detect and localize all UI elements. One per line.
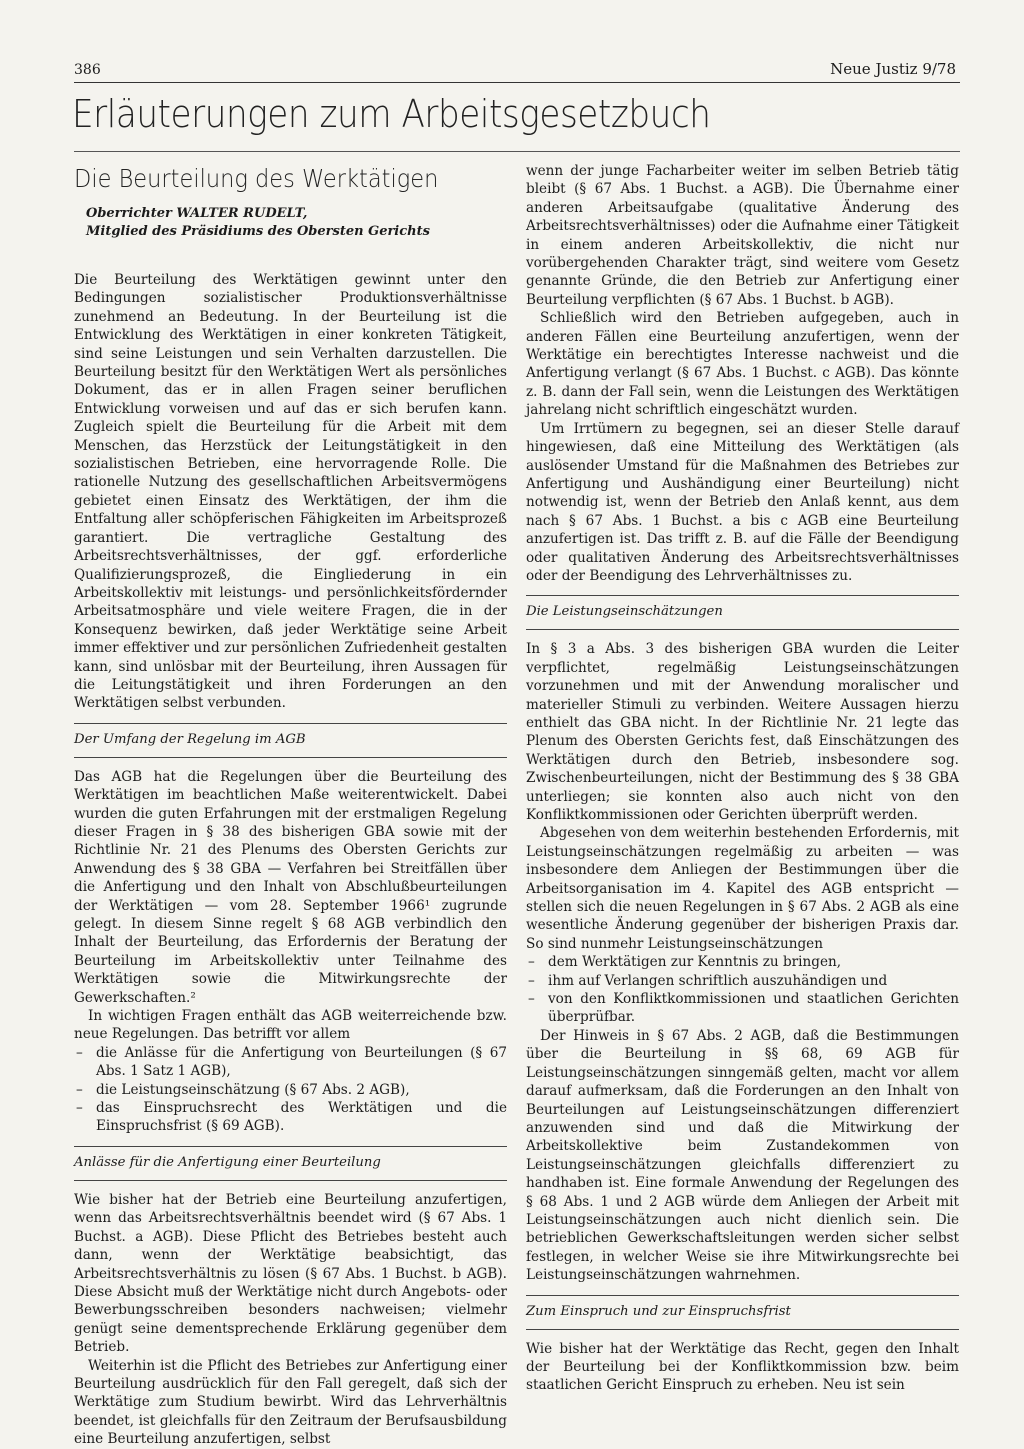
- header-rule: [74, 82, 960, 83]
- page-number: 386: [74, 62, 101, 78]
- list-item: – ihm auf Verlangen schriftlich auszuhändigen und: [526, 972, 959, 990]
- article-title: Die Beurteilung des Werktätigen: [74, 164, 439, 193]
- main-title: Erläuterungen zum Arbeitsgesetzbuch: [72, 92, 711, 136]
- list-leistungseinschaetzungen: [526, 953, 959, 1027]
- author-name: Oberrichter WALTER RUDELT,: [86, 206, 308, 221]
- journal-issue: Neue Justiz 9/78: [830, 60, 956, 78]
- paragraph: Um Irrtümern zu begegnen, sei an dieser Stelle darauf hingewiesen, daß eine Mitteilung des Werktätigen (als auslösender Umstand für die Maßnahmen des Betriebes zur Anfertigung und Aushändigung einer Beurteilung) nicht notwendig ist, wenn der Betrieb den Anlaß kennt, aus dem nach § 67 Abs. 1 Buchst. a bis c AGB eine Beurteilung anzufertigen ist. Das trifft z. B. auf die Fälle der Beendigung oder qualitativen Änderung des Arbeitsrechtsverhältnisses oder der Beendigung des Lehrverhältnisses zu.: [526, 420, 959, 584]
- paragraph: Abgesehen von dem weiterhin bestehenden Erfordernis, mit Leistungseinschätzungen regelmäßig zu arbeiten — was insbesondere dem Anliegen der Bestimmungen über die Arbeitsorganisation im 4. Kapitel des AGB entspricht — stellen sich die neuen Regelungen in § 67 Abs. 2 AGB als eine wesentliche Änderung gegenüber der bisherigen Praxis dar. So sind nunmehr Leistungseinschätzungen: [526, 825, 959, 952]
- paragraph: Das AGB hat die Regelungen über die Beurteilung des Werktätigen im beachtlichen Maße weiterentwickelt. Dabei wurden die guten Erfahrungen mit der erstmaligen Regelung dieser Fragen in § 38 des bisherigen GBA sowie mit der Richtlinie Nr. 21 des Plenums des Obersten Gerichts zur Anwendung des § 38 GBA — Verfahren bei Streitfällen über die Anfertigung und den Inhalt von Abschlußbeurteilungen der Werktätigen — vom 28. September 1966¹ zugrunde gelegt. In diesem Sinne regelt § 68 AGB verbindlich den Inhalt der Beurteilung, das Erfordernis der Beratung der Beurteilung im Arbeitskollektiv unter Teilnahme des Werktätigen sowie die Mitwirkungsrechte der Gewerkschaften.²: [74, 768, 507, 1006]
- left-column: [74, 162, 507, 1449]
- title-rule: [74, 151, 960, 152]
- paragraph: wenn der junge Facharbeiter weiter im selben Betrieb tätig bleibt (§ 67 Abs. 1 Buchst. a AGB). Die Übernahme einer anderen Arbeitsaufgabe (qualitative Änderung des Arbeitsrechtsverhältnisses) oder die Aufnahme einer Tätigkeit in einem anderen Arbeitskollektiv, die nicht nur vorübergehenden Charakter trägt, sind weitere vom Gesetz genannte Gründe, die den Betrieb zur Anfertigung einer Beurteilung verpflichten (§ 67 Abs. 1 Buchst. b AGB).: [526, 163, 959, 308]
- paragraph: Der Hinweis in § 67 Abs. 2 AGB, daß die Bestimmungen über die Beurteilung in §§ 68, 69 AGB für Leistungseinschätzungen sinngemäß gelten, macht vor allem darauf aufmerksam, daß die Forderungen an den Inhalt von Beurteilungen auf Leistungseinschätzungen differenziert anzuwenden sind und daß die Mitwirkung der Arbeitskollektive beim Zustandekommen von Leistungseinschätzungen gleichfalls differenziert zu handhaben ist. Eine formale Anwendung der Regelungen des § 68 Abs. 1 und 2 AGB würde dem Anliegen der Arbeit mit Leistungseinschätzungen auch nicht dienlich sein. Die betrieblichen Gewerkschaftsleitungen werden sicher selbst festlegen, in welcher Weise sie ihre Mitwirkungsrechte bei Leistungseinschätzungen wahrnehmen.: [526, 1027, 959, 1284]
- paragraph: Schließlich wird den Betrieben aufgegeben, auch in anderen Fällen eine Beurteilung anzufertigen, wenn der Werktätige ein berechtigtes Interesse nachweist und die Anfertigung verlangt (§ 67 Abs. 1 Buchst. c AGB). Das könnte z. B. dann der Fall sein, wenn die Leistungen des Werktätigen jahrelang nicht schriftlich eingeschätzt wurden.: [526, 310, 959, 419]
- list-regelungen: [74, 1044, 507, 1136]
- list-item: – die Anlässe für die Anfertigung von Beurteilungen (§ 67 Abs. 1 Satz 1 AGB),: [74, 1044, 507, 1081]
- paragraph: In wichtigen Fragen enthält das AGB weiterreichende bzw. neue Regelungen. Das betrifft vor allem: [74, 1008, 507, 1043]
- paragraph: Weiterhin ist die Pflicht des Betriebes zur Anfertigung einer Beurteilung ausdrücklich für den Fall geregelt, daß sich der Werktätige zum Studium bewirbt. Wird das Lehrverhältnis beendet, ist gleichfalls für den Zeitraum der Berufsausbildung eine Beurteilung anzufertigen, selbst: [74, 1357, 507, 1448]
- section-heading-umfang: Der Umfang der Regelung im AGB: [74, 723, 507, 758]
- section-heading-anlaesse: Anlässe für die Anfertigung einer Beurteilung: [74, 1146, 507, 1181]
- list-item: – von den Konfliktkommissionen und staatlichen Gerichten überprüfbar.: [526, 990, 959, 1027]
- intro-paragraph: Die Beurteilung des Werktätigen gewinnt unter den Bedingungen sozialistischer Produktionsverhältnisse zunehmend an Bedeutung. In der Beurteilung ist die Entwicklung des Werktätigen in einer konkreten Tätigkeit, sind seine Leistungen und sein Verhalten darzustellen. Die Beurteilung besitzt für den Werktätigen Wert als persönliches Dokument, das er in allen Fragen seiner beruflichen Entwicklung vorweisen und auf das er sich berufen kann. Zugleich spielt die Beurteilung für die Arbeit mit dem Menschen, das Herzstück der Leitungstätigkeit in den sozialistischen Betrieben, eine hervorragende Rolle. Die rationelle Nutzung des gesellschaftlichen Arbeitsvermögens gebietet einen Einsatz des Werktätigen, der ihm die Entfaltung aller schöpferischen Fähigkeiten im Arbeitsprozeß garantiert. Die vertragliche Gestaltung des Arbeitsrechtsverhältnisses, der ggf. erforderliche Qualifizierungsprozeß, die Eingliederung in ein Arbeitskollektiv mit leistungs- und persönlichkeitsfördernder Arbeitsatmosphäre und viele weitere Fragen, die in der Konsequenz bewirken, daß jeder Werktätige seine Arbeit immer effektiver und zur persönlichen Zufriedenheit gestalten kann, sind unlösbar mit der Beurteilung, ihren Aussagen für die Leitungstätigkeit und ihren Forderungen an den Werktätigen selbst verbunden.: [74, 272, 507, 712]
- paragraph: Wie bisher hat der Werktätige das Recht, gegen den Inhalt der Beurteilung bei der Konfliktkommission bzw. beim staatlichen Gericht Einspruch zu erheben. Neu ist sein: [526, 1340, 959, 1394]
- section-heading-einspruch: Zum Einspruch und zur Einspruchsfrist: [526, 1295, 959, 1330]
- list-item: – die Leistungseinschätzung (§ 67 Abs. 2 AGB),: [74, 1081, 507, 1099]
- author-position: Mitglied des Präsidiums des Obersten Gerichts: [86, 224, 430, 239]
- paragraph: Wie bisher hat der Betrieb eine Beurteilung anzufertigen, wenn das Arbeitsrechtsverhältnis beendet wird (§ 67 Abs. 1 Buchst. a AGB). Diese Pflicht des Betriebes besteht auch dann, wenn der Werktätige beabsichtigt, das Arbeitsrechtsverhältnis zu lösen (§ 67 Abs. 1 Buchst. b AGB). Diese Absicht muß der Werktätige nicht durch Angebots- oder Bewerbungsschreiben besonders nachweisen; vielmehr genügt seine dementsprechende Erklärung gegenüber dem Betrieb.: [74, 1191, 507, 1356]
- list-item: – das Einspruchsrecht des Werktätigen und die Einspruchsfrist (§ 69 AGB).: [74, 1099, 507, 1136]
- right-column: [526, 162, 959, 1395]
- list-item: – dem Werktätigen zur Kenntnis zu bringen,: [526, 953, 959, 971]
- paragraph: In § 3 a Abs. 3 des bisherigen GBA wurden die Leiter verpflichtet, regelmäßig Leistungseinschätzungen vorzunehmen und mit der Anwendung moralischer und materieller Stimuli zu verbinden. Weitere Aussagen hierzu enthielt das GBA nicht. In der Richtlinie Nr. 21 legte das Plenum des Obersten Gerichts fest, daß Einschätzungen des Werktätigen durch den Betrieb, insbesondere sog. Zwischenbeurteilungen, nicht der Bestimmung des § 38 GBA unterliegen; sie konnten also auch nicht von den Konfliktkommissionen oder Gerichten überprüft werden.: [526, 641, 959, 823]
- section-heading-leistungseinschaetzungen: Die Leistungseinschätzungen: [526, 595, 959, 630]
